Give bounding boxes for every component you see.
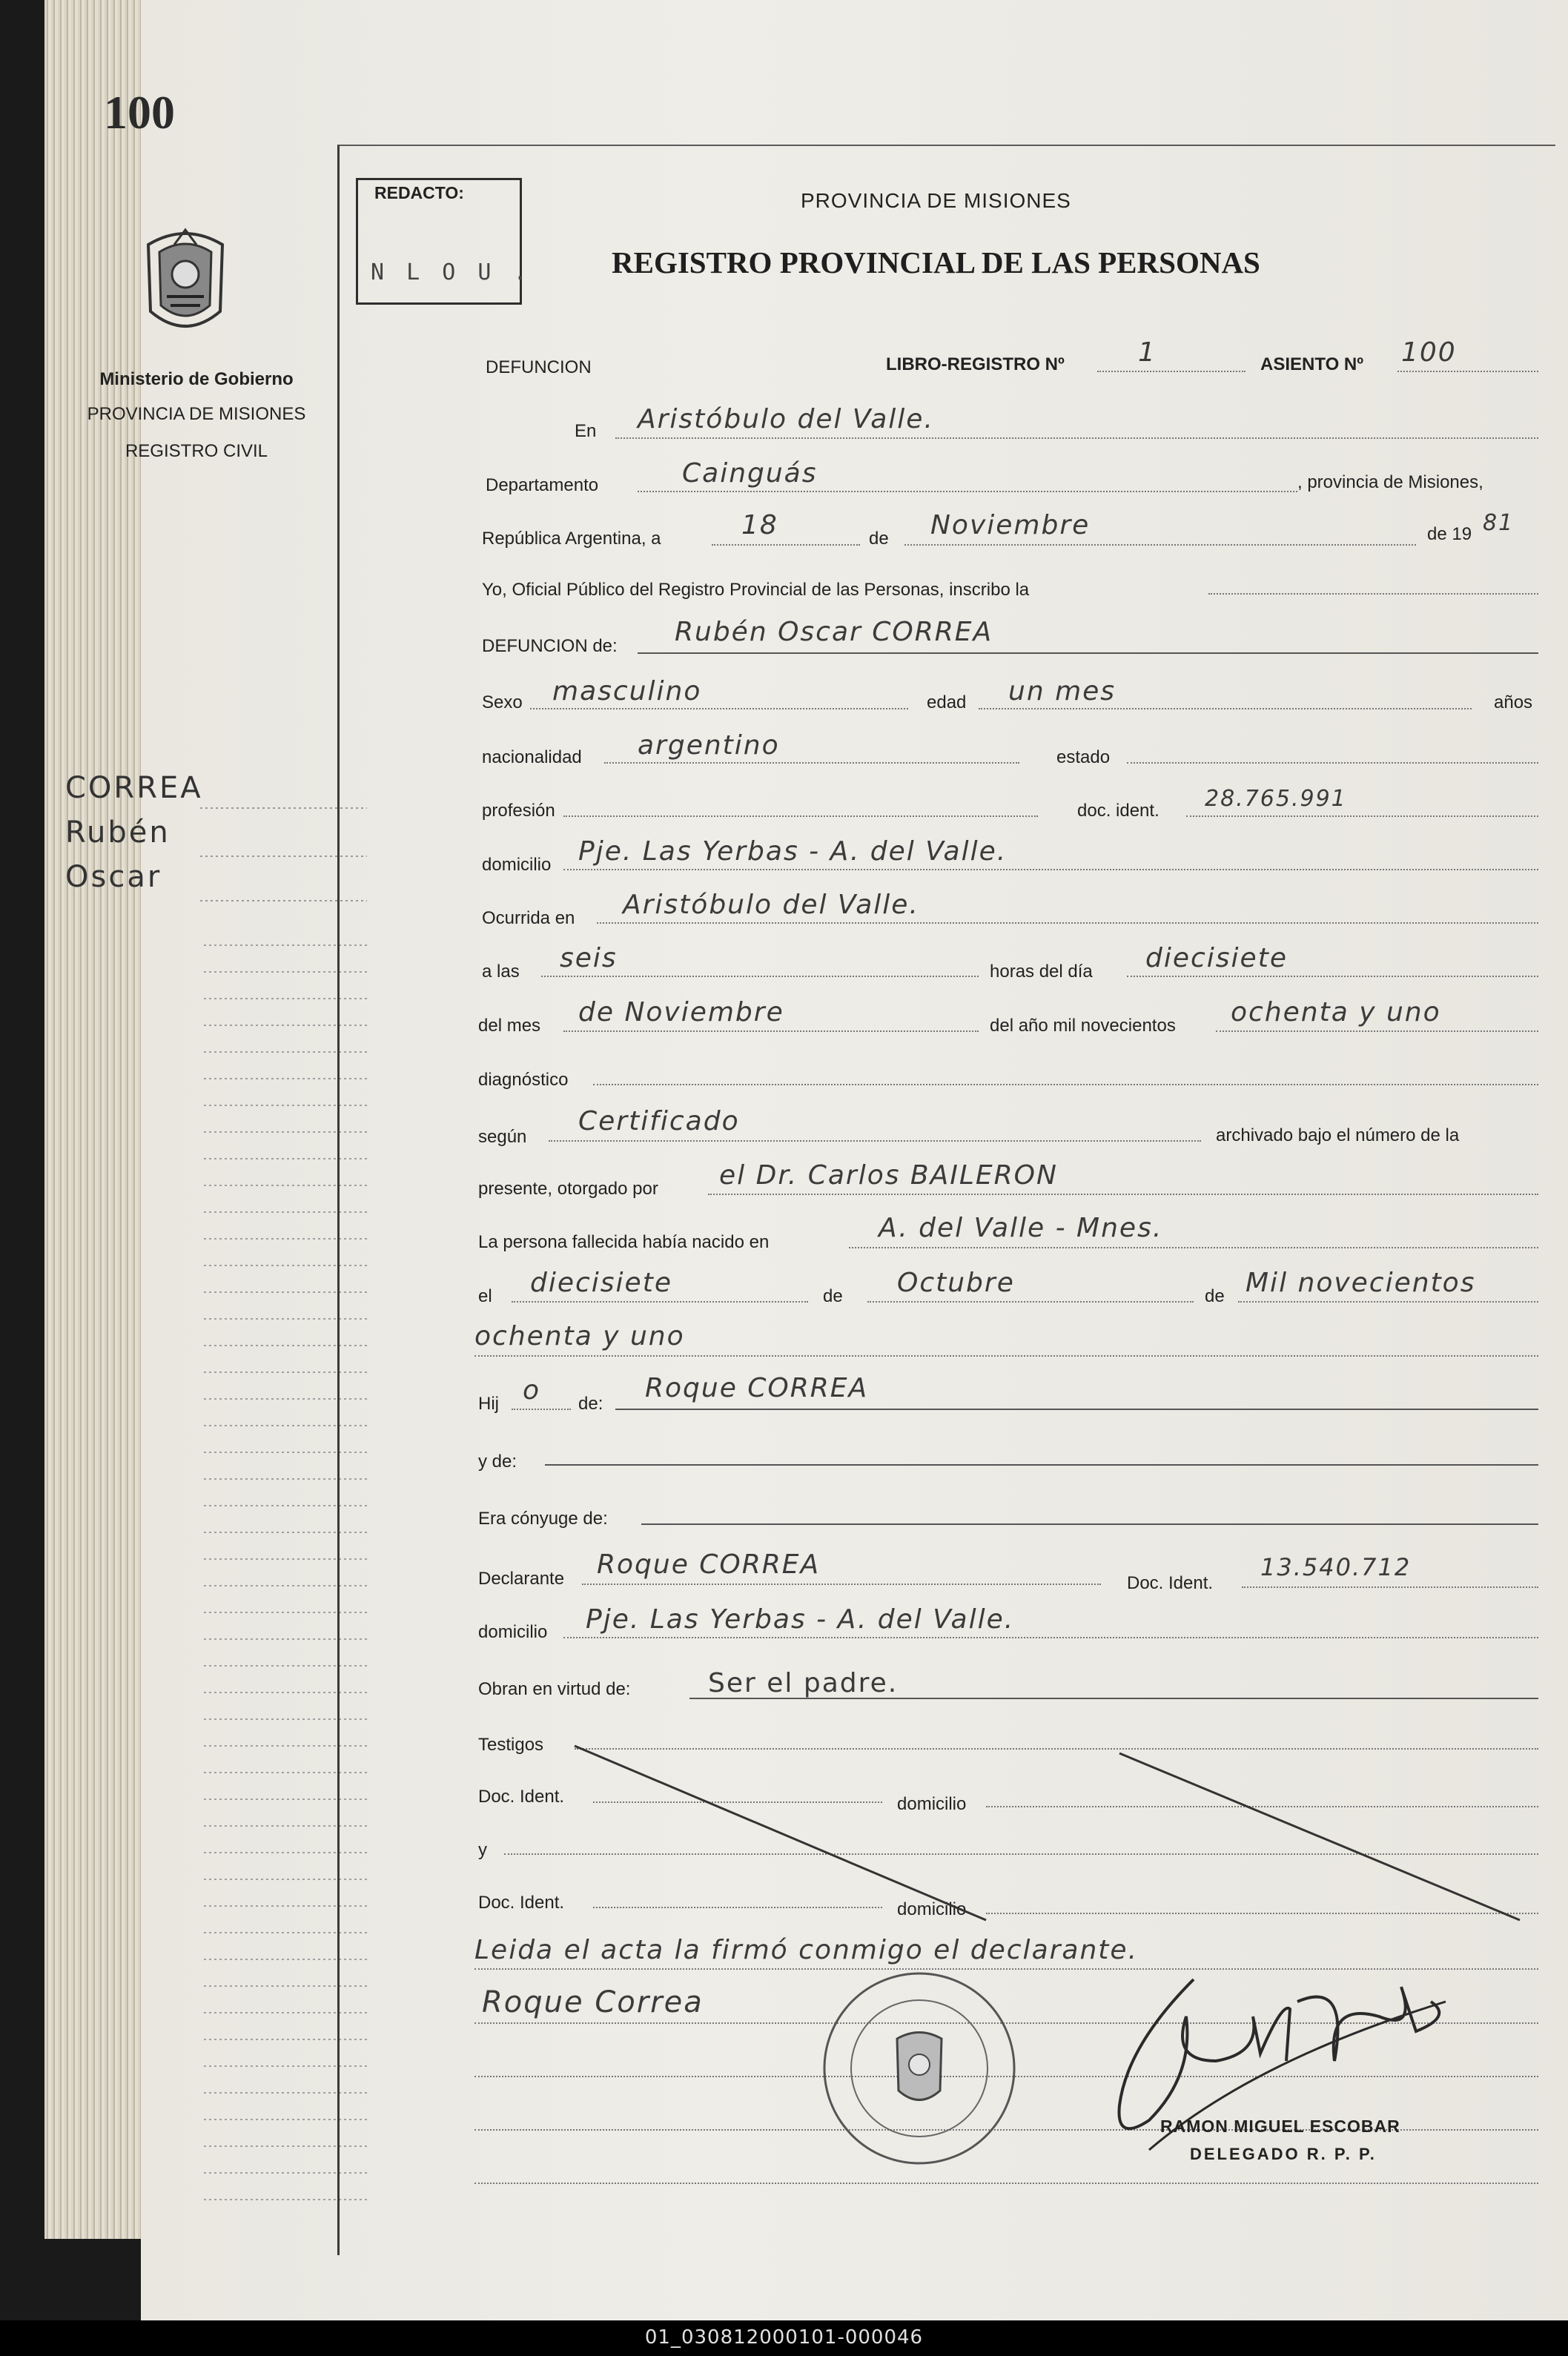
hij-value: o [523,1375,541,1406]
mil-line [1238,1301,1538,1303]
estado-line [1127,762,1538,764]
en-line [615,437,1538,439]
horas-label: horas del día [990,962,1093,982]
header-registry-title: REGISTRO PROVINCIAL DE LAS PERSONAS [612,245,1260,279]
delmes-label: del mes [478,1016,541,1036]
libro-label: LIBRO-REGISTRO Nº [886,354,1065,374]
yde-line [545,1464,1538,1466]
el-value: diecisiete [530,1268,672,1298]
profesion-label: profesión [482,801,555,821]
nacido-value: A. del Valle - Mnes. [879,1213,1163,1243]
declarante-domicilio-line [563,1637,1538,1638]
doc-ident-line [1186,815,1538,817]
ministry-registry: REGISTRO CIVIL [125,441,268,461]
defuncion-de-value: Rubén Oscar CORREA [675,617,993,647]
departamento-value: Cainguás [682,458,818,489]
day-line [712,544,860,546]
edad-line [979,708,1472,709]
year-value: 81 [1483,510,1515,536]
libro-line [1097,371,1246,372]
header-province: PROVINCIA DE MISIONES [801,189,1071,212]
anio-line [1216,1030,1538,1032]
en-value: Aristóbulo del Valle. [638,404,934,434]
conyuge-line [641,1523,1538,1525]
testigo2-domicilio-label: domicilio [897,1899,967,1919]
conyuge-label: Era cónyuge de: [478,1509,608,1529]
firma-declarante: Roque Correa [482,1985,704,2019]
provincia-suffix: , provincia de Misiones, [1297,472,1483,492]
margin-first-name: Rubén [65,815,171,850]
signature-name: RAMON MIGUEL ESCOBAR [1160,2117,1400,2136]
delmes-line [563,1030,979,1032]
month-value: Noviembre [930,510,1091,540]
defuncion-de-line [638,652,1538,654]
anos-label: años [1494,692,1533,712]
archivado-label: archivado bajo el número de la [1216,1125,1460,1145]
republica-label: República Argentina, a [482,529,661,549]
official-stamp-icon [819,1968,1019,2168]
declarante-domicilio-label: domicilio [478,1622,548,1642]
obran-value: Ser el padre. [708,1668,899,1698]
sexo-label: Sexo [482,692,523,712]
obran-label: Obran en virtud de: [478,1679,631,1699]
yde-label: y de: [478,1452,517,1472]
hij-line [512,1409,571,1410]
delmes-value: de Noviembre [578,997,784,1028]
doc-ident-label: doc. ident. [1077,801,1160,821]
margin-ruled-lines [59,786,371,2217]
edad-value: un mes [1008,676,1117,707]
octubre-line [867,1301,1194,1303]
redacto-value: N L O U . [371,259,532,285]
ochenta-value: ochenta y uno [474,1321,685,1351]
ocurrida-label: Ocurrida en [482,908,575,928]
de-label: de [869,529,889,549]
oficial-line [1208,593,1538,595]
asiento-value: 100 [1401,337,1457,368]
departamento-label: Departamento [486,475,599,495]
testigo2-doc-label: Doc. Ident. [478,1893,565,1913]
segun-line [549,1140,1201,1142]
octubre-value: Octubre [897,1268,1015,1298]
declarante-value: Roque CORREA [597,1549,821,1580]
otorgado-line [708,1194,1538,1195]
doc-ident-value: 28.765.991 [1205,786,1347,812]
testigo1-domicilio-label: domicilio [897,1794,967,1814]
nacionalidad-label: nacionalidad [482,747,582,767]
ochenta-line [474,1355,1538,1357]
nacionalidad-value: argentino [638,730,780,761]
testigos-label: Testigos [478,1735,544,1755]
margin-surname: CORREA [65,771,203,805]
segun-value: Certificado [578,1106,740,1136]
anio-label: del año mil novecientos [990,1016,1176,1036]
day-value: 18 [741,510,778,540]
de3-label: de [1205,1286,1225,1306]
el-label: el [478,1286,492,1306]
nacionalidad-line [604,762,1019,764]
oficial-text: Yo, Oficial Público del Registro Provincial de las Personas, inscribo la [482,580,1030,600]
profesion-line [563,815,1038,817]
ruled-line [474,2183,1538,2184]
declarante-line [582,1584,1101,1585]
hij-de-label: de: [578,1394,603,1414]
y-label: y [478,1840,487,1860]
horas-value: diecisiete [1145,943,1288,973]
domicilio-value: Pje. Las Yerbas - A. del Valle. [578,836,1008,867]
domicilio-line [563,869,1538,870]
sexo-value: masculino [552,676,702,707]
asiento-line [1397,371,1538,372]
ocurrida-line [597,922,1538,924]
segun-label: según [478,1127,527,1147]
asiento-label: ASIENTO Nº [1260,354,1364,374]
month-line [904,544,1416,546]
year-label: de 19 [1427,524,1472,544]
libro-value: 1 [1138,337,1157,368]
leida-value: Leida el acta la firmó conmigo el declarante. [474,1935,1139,1965]
mil-value: Mil novecientos [1246,1268,1476,1298]
alas-line [541,976,979,977]
nacido-label: La persona fallecida había nacido en [478,1232,770,1252]
defuncion-de-label: DEFUNCION de: [482,636,618,656]
horas-line [1127,976,1538,977]
el-line [512,1301,808,1303]
act-type-label: DEFUNCION [486,357,592,377]
margin-second-name: Oscar [65,860,162,894]
coat-of-arms-icon [137,222,234,341]
ocurrida-value: Aristóbulo del Valle. [623,890,919,920]
otorgado-value: el Dr. Carlos BAILERON [719,1160,1058,1191]
page-number: 100 [104,86,175,139]
en-label: En [575,421,597,441]
declarante-doc-label: Doc. Ident. [1127,1573,1214,1593]
ministry-title: Ministerio de Gobierno [99,369,294,389]
declarante-doc-value: 13.540.712 [1260,1553,1412,1581]
estado-label: estado [1056,747,1111,767]
padre-line [615,1409,1538,1410]
alas-value: seis [560,943,618,973]
otorgado-label: presente, otorgado por [478,1179,658,1199]
nacido-line [849,1247,1538,1248]
declarante-domicilio-value: Pje. Las Yerbas - A. del Valle. [586,1604,1015,1635]
sexo-line [530,708,908,709]
anio-value: ochenta y uno [1231,997,1441,1028]
testigos-strike-lines [571,1742,1535,1928]
declarante-label: Declarante [478,1569,565,1589]
alas-label: a las [482,962,520,982]
diagnostico-label: diagnóstico [478,1070,569,1090]
departamento-line [638,491,1297,492]
ministry-province: PROVINCIA DE MISIONES [87,404,306,424]
redacto-label: REDACTO: [374,183,464,202]
edad-label: edad [927,692,967,712]
de2-label: de [823,1286,843,1306]
padre-value: Roque CORREA [645,1373,869,1403]
domicilio-label: domicilio [482,855,552,875]
declarante-doc-line [1242,1586,1538,1588]
hij-label: Hij [478,1394,499,1414]
diagnostico-line [593,1084,1538,1085]
testigo1-doc-label: Doc. Ident. [478,1787,565,1807]
signature-role: DELEGADO R. P. P. [1190,2145,1377,2163]
image-filename-label: 01_030812000101-000046 [644,2326,924,2349]
